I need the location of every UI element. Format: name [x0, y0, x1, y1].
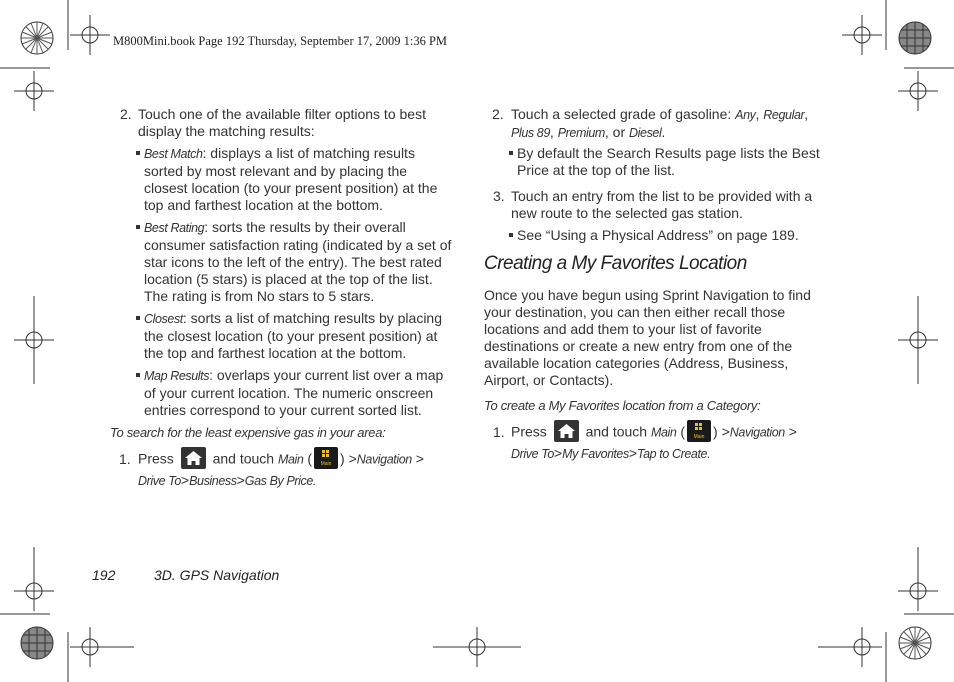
crosshair-mark — [70, 15, 110, 55]
step-text: Press and touch Main ( Main ) >Navigation > Drive To>Business>Gas By Price. — [138, 449, 424, 490]
step-text: Press and touch Main ( Main ) >Navigation > Drive To>My Favorites>Tap to Create. — [511, 422, 797, 463]
crosshair-mark — [14, 296, 54, 384]
main-menu-icon — [687, 420, 711, 442]
body-paragraph: Once you have begun using Sprint Navigation to find your destination, you can then either recall those locations and add them to your list of favorite destinations or create a new entry from one of the available location categories (Address, Business, Airport, or Contacts). — [484, 287, 811, 388]
step-text: Touch a selected grade of gasoline: Any, Regular, Plus 89, Premium, or Diesel. — [511, 106, 809, 140]
procedure-heading: To search for the least expensive gas in your area: — [110, 425, 386, 440]
crosshair-mark — [433, 627, 521, 667]
crosshair-mark — [898, 71, 938, 111]
section-heading: Creating a My Favorites Location — [484, 253, 747, 274]
svg-text:Main: Main — [693, 434, 705, 440]
list-item: Best Rating: sorts the results by their overall consumer satisfaction rating (indicated by a set of star icons to the left of the entry). The best rated location (5 stars) is placed at the top of the list. The rating is from No stars to 5 stars. — [136, 219, 451, 305]
filter-option-list — [136, 145, 451, 419]
bullet-icon — [136, 225, 140, 229]
checker-mark — [21, 627, 53, 659]
step-text: Touch one of the available filter options to best display the matching results: — [138, 106, 426, 139]
list-item: Best Match: displays a list of matching results sorted by most relevant and by placing the closest location (to your present position) at the top and farthest location at the bottom. — [136, 145, 451, 214]
bullet-icon — [136, 373, 140, 377]
home-icon — [181, 447, 206, 469]
crosshair-mark — [898, 547, 938, 611]
crosshair-mark — [818, 627, 882, 667]
bullet-icon — [509, 151, 513, 155]
bullet-icon — [509, 233, 513, 237]
crosshair-mark — [898, 296, 938, 384]
step-number: 2. — [120, 106, 132, 122]
crosshair-mark — [14, 71, 54, 111]
step-number: 1. — [119, 451, 131, 467]
starburst-mark — [21, 22, 53, 54]
crosshair-mark — [14, 547, 54, 611]
svg-text:Main: Main — [320, 461, 332, 467]
step-number: 1. — [493, 424, 505, 440]
step-number: 2. — [492, 106, 504, 122]
step-text: Touch an entry from the list to be provided with a new route to the selected gas station. — [511, 188, 813, 221]
page-number: 192 — [92, 567, 116, 583]
crosshair-mark — [842, 15, 882, 55]
bullet-icon — [136, 316, 140, 320]
crosshair-mark — [70, 627, 134, 667]
checker-mark — [899, 22, 931, 54]
procedure-heading: To create a My Favorites location from a Category: — [484, 398, 761, 413]
main-menu-icon — [314, 447, 338, 469]
list-item: Map Results: overlaps your current list over a map of your current location. The numeric onscreen entries correspond to your current sorted list. — [136, 367, 451, 419]
step-number: 3. — [493, 188, 505, 204]
section-title: 3D. GPS Navigation — [154, 567, 280, 583]
home-icon — [554, 420, 579, 442]
starburst-mark — [899, 627, 931, 659]
list-item: See “Using a Physical Address” on page 189. — [509, 227, 799, 244]
list-item: By default the Search Results page lists the Best Price at the top of the list. — [509, 145, 820, 179]
list-item: Closest: sorts a list of matching results by placing the closest location (to your present position) at the top and farthest location at the bottom. — [136, 310, 451, 362]
print-header: M800Mini.book Page 192 Thursday, September 17, 2009 1:36 PM — [113, 34, 448, 48]
bullet-icon — [136, 151, 140, 155]
